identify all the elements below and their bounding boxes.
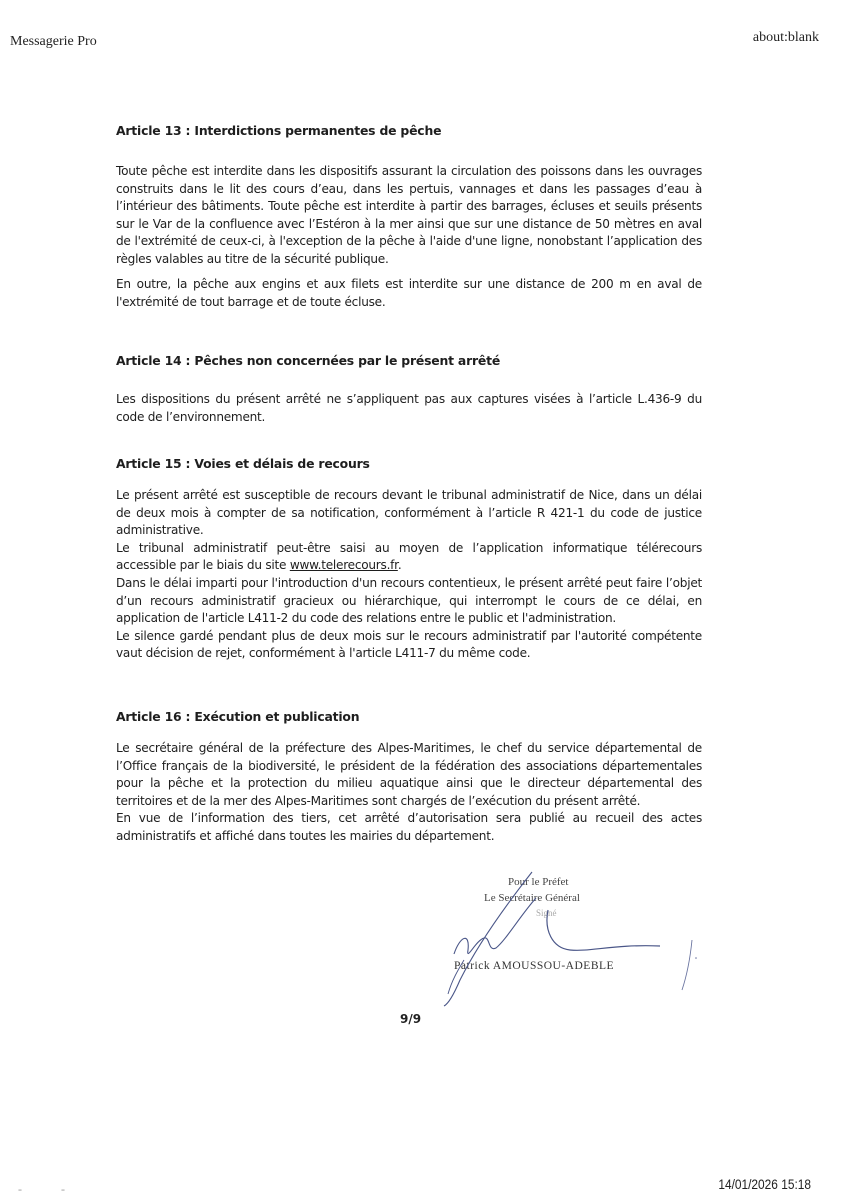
article-14-paragraph-1 — [116, 391, 702, 426]
signatory-name: Patrick AMOUSSOU-ADEBLE — [454, 960, 615, 972]
article-16-title: Article 16 : Exécution et publication — [116, 709, 360, 724]
telerecours-link[interactable]: www.telerecours.fr — [289, 558, 398, 573]
paragraph-text: Le silence gardé pendant plus de deux mois sur le recours administratif par l'autorité compétente vaut décision de rejet, conformément à l'article L411-7 du même code. — [116, 628, 702, 661]
article-14-title: Article 14 : Pêches non concernées par le présent arrêté — [116, 353, 501, 368]
handwritten-signature-icon — [440, 870, 740, 1010]
article-13-title: Article 13 : Interdictions permanentes de pêche — [116, 123, 442, 138]
signature-line-for-prefect: Pour le Préfet — [508, 876, 569, 888]
paragraph-text: Les dispositions du présent arrêté ne s’appliquent pas aux captures visées à l’article L.436-9 du code de l’environnement. — [116, 392, 702, 424]
paragraph-text: Dans le délai imparti pour l'introduction d'un recours contentieux, le présent arrêté peut faire l’objet d’un recours administratif gracieux ou hiérarchique, qui interrompt le cours de ce délai, en application de l'article L411-2 du code des relations entre le public et l'administration. — [116, 575, 702, 626]
paragraph-text: En vue de l’information des tiers, cet arrêté d’autorisation sera publié au recueil des actes administratifs et affiché dans toutes les mairies du département. — [116, 811, 702, 843]
signature-line-title: Le Secrétaire Général — [484, 892, 580, 904]
print-header-url: about:blank — [752, 30, 819, 45]
article-13-paragraph-2 — [116, 276, 702, 311]
paragraph-with-link — [116, 540, 702, 575]
print-footer-timestamp: 14/01/2026 15:18 — [718, 1176, 811, 1192]
article-16-paragraphs — [116, 740, 702, 846]
paragraph-text: En outre, la pêche aux engins et aux filets est interdite sur une distance de 200 m en aval de l'extrémité de tout barrage et de toute écluse. — [116, 277, 702, 309]
signature-line-signed: Signé — [536, 908, 557, 918]
paragraph-text: Toute pêche est interdite dans les dispositifs assurant la circulation des poissons dans les ouvrages construits dans le lit des cours d’eau, dans les pertuis, vannages et dans les passages d’eau à l’intérieur des bâtiments. Toute pêche est interdite à partir des barrages, écluses et seuils présents sur le Var de la confluence avec l’Estéron à la mer ainsi que sur une distance de 50 mètres en aval de l'extrémité de ceux-ci, à l'exception de la pêche à l'aide d'une ligne, nonobstant l’application des règles valables au titre de la sécurité publique. — [116, 164, 702, 266]
paragraph-text: Le présent arrêté est susceptible de recours devant le tribunal administratif de Nice, dans un délai de deux mois à compter de sa notification, conformément à l’article R 421-1 du code de justice administrative. — [116, 488, 702, 538]
print-footer-page: - - — [18, 1182, 83, 1196]
print-header-title: Messagerie Pro — [10, 34, 97, 49]
article-13-paragraph-1 — [116, 163, 702, 269]
article-15-title: Article 15 : Voies et délais de recours — [116, 456, 370, 471]
signature-block — [440, 870, 740, 1010]
article-15-paragraphs — [116, 487, 702, 663]
paragraph-text: Le tribunal administratif peut-être saisi au moyen de l’application informatique télérecours accessible par le biais du site — [116, 540, 702, 573]
page-number: 9/9 — [400, 1012, 422, 1026]
paragraph-text-suffix: . — [397, 558, 402, 573]
paragraph-text: Le secrétaire général de la préfecture des Alpes-Maritimes, le chef du service départemental de l’Office français de la biodiversité, le président de la fédération des associations départementales pour la pêche et la protection du milieu aquatique ainsi que le directeur départemental des territoires et de la mer des Alpes-Maritimes sont chargés de l’exécution du présent arrêté. — [116, 741, 702, 808]
